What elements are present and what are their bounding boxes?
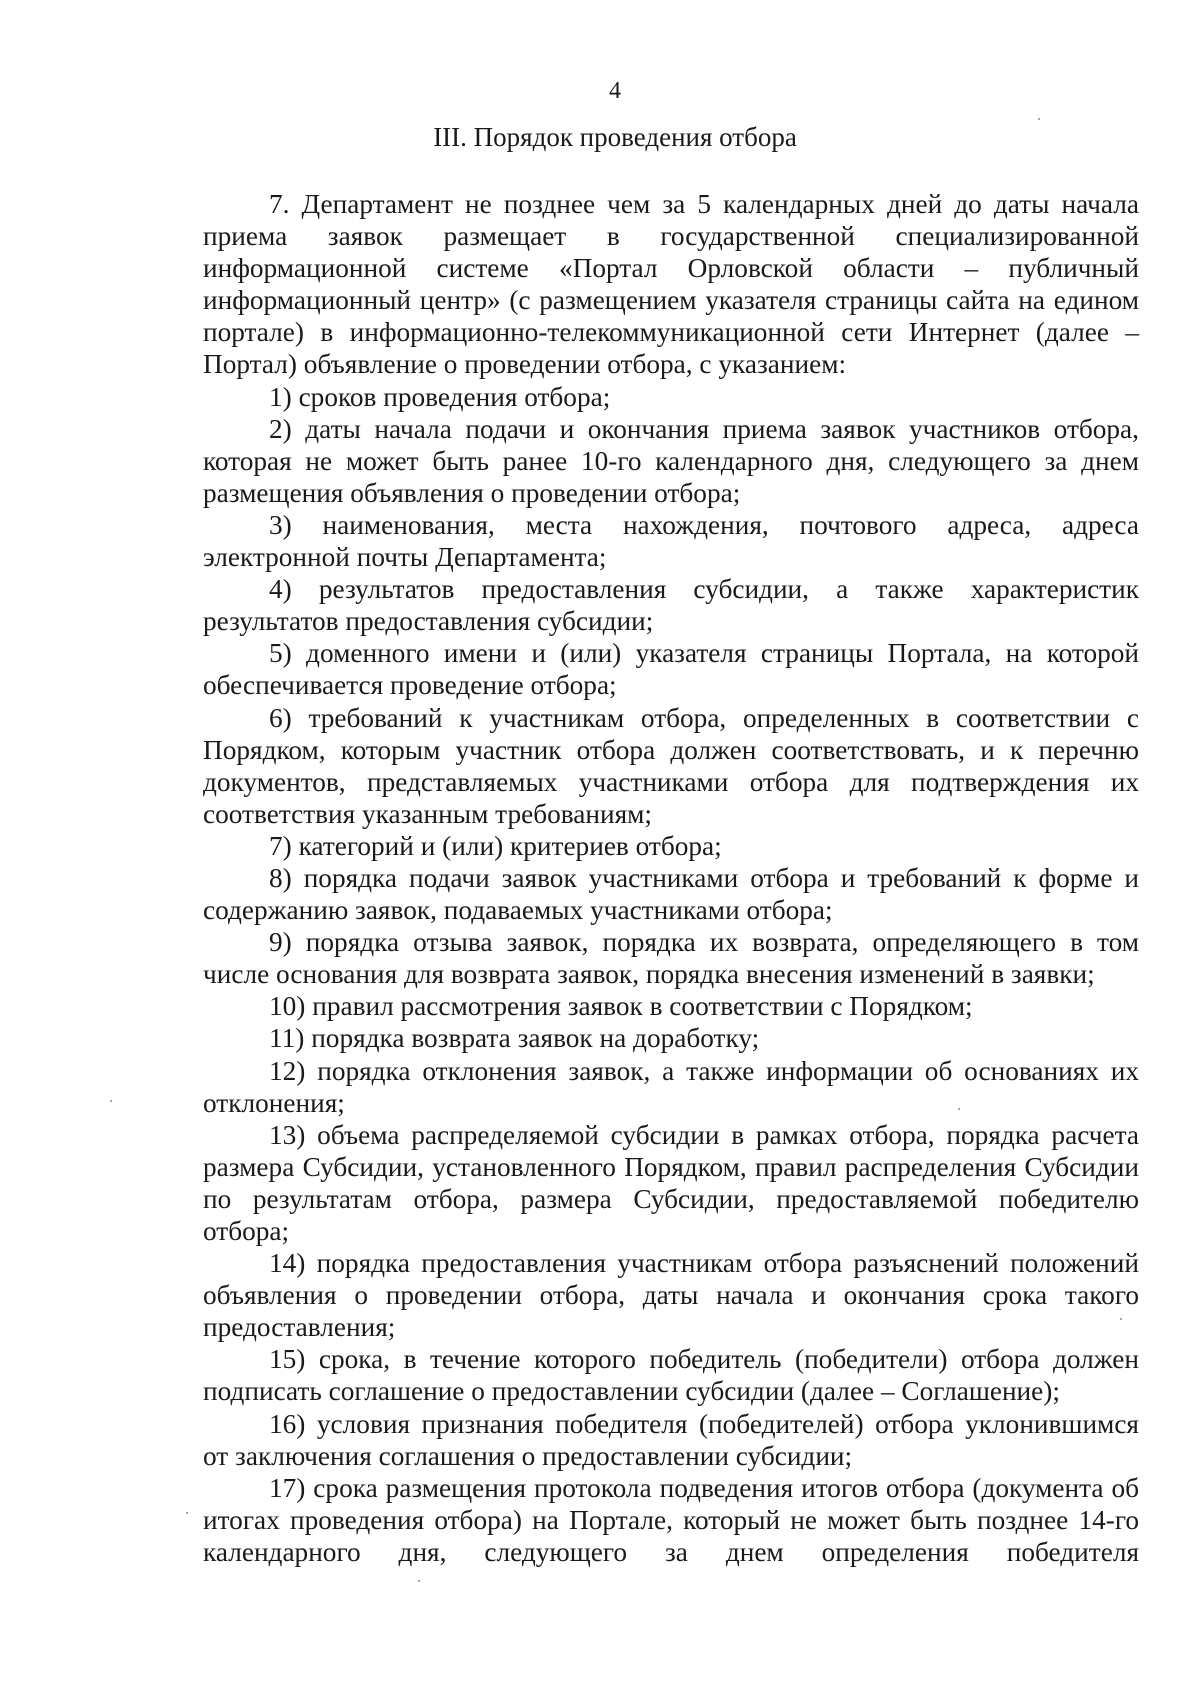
- list-item-10: 10) правил рассмотрения заявок в соответствии с Порядком;: [269, 991, 973, 1022]
- list-item-12: 12) порядка отклонения заявок, а также информации об основаниях их отклонения;: [203, 1055, 1139, 1118]
- scan-speck: [186, 1512, 188, 1514]
- scan-speck: [418, 1580, 420, 1582]
- list-item-1: 1) сроков проведения отбора;: [269, 381, 611, 412]
- list-item-2: 2) даты начала подачи и окончания приема заявок участников отбора, которая не может быть ранее 10-го календарного дня, следующего за днем размещения объявления о проведении отбора;: [203, 413, 1139, 508]
- list-item-11: 11) порядка возврата заявок на доработку;: [269, 1023, 760, 1054]
- list-item-8: 8) порядка подачи заявок участниками отбора и требований к форме и содержанию заявок, подаваемых участниками отбора;: [203, 862, 1139, 926]
- list-item-16: 16) условия признания победителя (победителей) отбора уклонившимся от заключения соглашения о предоставлении субсидии;: [203, 1408, 1139, 1471]
- section-title: III. Порядок проведения отбора: [433, 122, 797, 152]
- list-item-4: 4) результатов предоставления субсидии, а также характеристик результатов предоставления субсидии;: [203, 574, 1139, 637]
- list-item-5: 5) доменного имени и (или) указателя страницы Портала, на которой обеспечивается проведение отбора;: [203, 638, 1139, 701]
- scan-speck: [110, 1100, 112, 1102]
- list-item-9: 9) порядка отзыва заявок, порядка их возврата, определяющего в том числе основания для возврата заявок, порядка внесения изменений в заявки;: [203, 927, 1139, 990]
- list-item-14: 14) порядка предоставления участникам отбора разъяснений положений объявления о проведении отбора, даты начала и окончания срока такого предоставления;: [203, 1248, 1139, 1343]
- list-item-6: 6) требований к участникам отбора, определенных в соответствии с Порядком, которым участник отбора должен соответствовать, и к перечню документов, представляемых участниками отбора для подтверждения их соответствия указанным требованиям;: [203, 702, 1139, 829]
- scan-speck: [1038, 118, 1040, 120]
- list-item-7: 7) категорий и (или) критериев отбора;: [269, 830, 722, 861]
- scan-speck: [958, 1108, 960, 1110]
- list-item-15: 15) срока, в течение которого победитель (победители) отбора должен подписать соглашение о предоставлении субсидии (далее – Соглашение);: [203, 1344, 1139, 1407]
- body-text: [203, 188, 1139, 1568]
- list-item-3: 3) наименования, места нахождения, почтового адреса, адреса электронной почты Департамента;: [203, 509, 1139, 573]
- scan-speck: [1120, 1318, 1122, 1320]
- list-item-17: 17) срока размещения протокола подведения итогов отбора (документа об итогах проведения отбора) на Портале, который не может быть позднее 14-го календарного дня, следующего за днем определения победителя: [203, 1472, 1139, 1567]
- page-number: 4: [609, 78, 621, 104]
- paragraph-intro: 7. Департамент не позднее чем за 5 календарных дней до даты начала приема заявок размещает в государственной специализированной информационной системе «Портал Орловской области – публичный информационный центр» (с размещением указателя страницы сайта на едином портале) в информационно-телекоммуникационной сети Интернет (далее – Портал) объявление о проведении отбора, с указанием:: [203, 189, 1139, 380]
- list-item-13: 13) объема распределяемой субсидии в рамках отбора, порядка расчета размера Субсидии, установленного Порядком, правил распределения Субсидии по результатам отбора, размера Субсидии, предоставляемой победителю отбора;: [203, 1119, 1139, 1246]
